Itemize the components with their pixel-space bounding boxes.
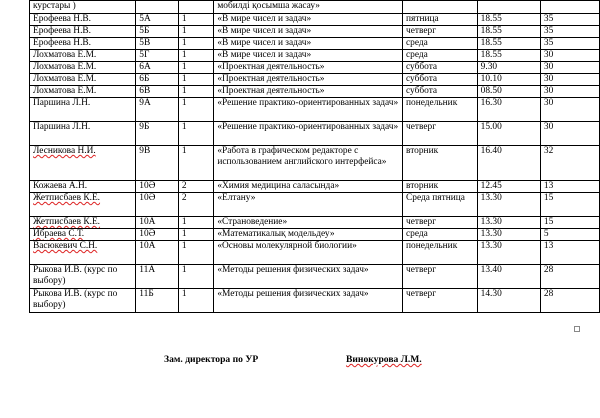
grade-cell: 9А (136, 98, 179, 122)
teacher-cell: Кожаева А.Н. (30, 181, 136, 193)
room-cell: 15 (540, 193, 599, 217)
hours-cell: 1 (178, 50, 213, 62)
hours-cell: 1 (178, 241, 213, 265)
room-cell: 32 (540, 146, 599, 181)
room-cell: 30 (540, 86, 599, 98)
teacher-name-spellcheck: Васюкевич С.Н. (33, 241, 98, 251)
subject-cell: «В мире чисел и задач» (214, 50, 403, 62)
room-cell: 13 (540, 241, 599, 265)
teacher-cell: Рыкова И.В. (курс по выбору) (30, 289, 136, 313)
day-cell: четверг (403, 265, 478, 289)
subject-cell: «Работа в графическом редакторе с использованием английского интерфейса» (214, 146, 403, 181)
time-cell: 08.50 (477, 86, 540, 98)
day-cell: суббота (403, 74, 478, 86)
grade-cell: 11А (136, 265, 179, 289)
subject-cell: «Методы решения физических задач» (214, 265, 403, 289)
subject-cell: «В мире чисел и задач» (214, 26, 403, 38)
time-cell: 16.30 (477, 98, 540, 122)
grade-cell: 5Г (136, 50, 179, 62)
teacher-cell (30, 193, 136, 217)
time-cell: 15.00 (477, 122, 540, 146)
table-row (30, 86, 600, 98)
teacher-name-spellcheck: Жетписбаев К.Е. (33, 217, 101, 227)
grade-cell: 10Ә (136, 229, 179, 241)
table-row (30, 217, 600, 229)
table-resize-handle[interactable] (574, 326, 580, 332)
table-row (30, 181, 600, 193)
hours-cell: 1 (178, 229, 213, 241)
subject-cell: «Основы молекулярной биологии» (214, 241, 403, 265)
teacher-cell: Ерофеева Н.В. (30, 38, 136, 50)
teacher-cell: Лохматова Е.М. (30, 50, 136, 62)
hours-cell: 1 (178, 217, 213, 229)
teacher-cell: Лохматова Е.М. (30, 74, 136, 86)
schedule-table (29, 0, 600, 313)
day-cell: вторник (403, 146, 478, 181)
teacher-cell: Рыкова И.В. (курс по выбору) (30, 265, 136, 289)
table-row (30, 50, 600, 62)
room-cell: 15 (540, 217, 599, 229)
hours-cell: 1 (178, 38, 213, 50)
room-cell: 30 (540, 50, 599, 62)
subject-cell: «Елтану» (214, 193, 403, 217)
subject-cell: «Химия медицина саласында» (214, 181, 403, 193)
grade-cell: 11Б (136, 289, 179, 313)
table-row (30, 26, 600, 38)
day-cell: четверг (403, 122, 478, 146)
day-cell: четверг (403, 26, 478, 38)
room-cell: 5 (540, 229, 599, 241)
hours-cell: 2 (178, 193, 213, 217)
room-cell (540, 1, 599, 14)
time-cell: 10.10 (477, 74, 540, 86)
table-row (30, 1, 600, 14)
table-row (30, 146, 600, 181)
day-cell: понедельник (403, 241, 478, 265)
room-cell: 30 (540, 74, 599, 86)
day-cell: Среда пятница (403, 193, 478, 217)
time-cell: 16.40 (477, 146, 540, 181)
table-row (30, 98, 600, 122)
subject-cell: «Проектная деятельность» (214, 62, 403, 74)
table-row (30, 14, 600, 26)
grade-cell: 10А (136, 217, 179, 229)
teacher-cell: Ерофеева Н.В. (30, 26, 136, 38)
time-cell: 13.30 (477, 193, 540, 217)
day-cell (403, 1, 478, 14)
signer-position: Зам. директора по УР (164, 354, 259, 365)
grade-cell: 5А (136, 14, 179, 26)
day-cell: суббота (403, 86, 478, 98)
teacher-cell: Паршина Л.Н. (30, 98, 136, 122)
subject-cell: «В мире чисел и задач» (214, 14, 403, 26)
grade-cell: 10А (136, 241, 179, 265)
room-cell: 30 (540, 98, 599, 122)
subject-cell: «Проектная деятельность» (214, 74, 403, 86)
hours-cell: 1 (178, 86, 213, 98)
table-row (30, 62, 600, 74)
teacher-name-spellcheck: Жетписбаев К.Е. (33, 193, 101, 203)
hours-cell (178, 1, 213, 14)
grade-cell: 5Б (136, 26, 179, 38)
teacher-cell: Лохматова Е.М. (30, 86, 136, 98)
day-cell: среда (403, 229, 478, 241)
room-cell: 30 (540, 122, 599, 146)
teacher-cell: курстары ) (30, 1, 136, 14)
teacher-cell (30, 241, 136, 265)
grade-cell: 9Б (136, 122, 179, 146)
day-cell: суббота (403, 62, 478, 74)
time-cell: 13.30 (477, 217, 540, 229)
table-row (30, 193, 600, 217)
teacher-cell: Лохматова Е.М. (30, 62, 136, 74)
hours-cell: 1 (178, 146, 213, 181)
day-cell: вторник (403, 181, 478, 193)
table-row (30, 289, 600, 313)
room-cell: 28 (540, 265, 599, 289)
day-cell: понедельник (403, 98, 478, 122)
hours-cell: 1 (178, 98, 213, 122)
room-cell: 13 (540, 181, 599, 193)
schedule-table-body (30, 1, 600, 313)
room-cell: 35 (540, 14, 599, 26)
time-cell: 18.55 (477, 26, 540, 38)
teacher-cell: Ерофеева Н.В. (30, 14, 136, 26)
time-cell: 13.30 (477, 241, 540, 265)
hours-cell: 1 (178, 265, 213, 289)
table-row (30, 122, 600, 146)
grade-cell: 10Ә (136, 193, 179, 217)
subject-cell: «Математикалық модельдеу» (214, 229, 403, 241)
day-cell: среда (403, 50, 478, 62)
day-cell: четверг (403, 289, 478, 313)
subject-cell: «Страноведение» (214, 217, 403, 229)
hours-cell: 1 (178, 62, 213, 74)
signer-name-text: Винокурова Л.М. (346, 354, 422, 365)
subject-cell: «Методы решения физических задач» (214, 289, 403, 313)
grade-cell: 5В (136, 38, 179, 50)
hours-cell: 2 (178, 181, 213, 193)
day-cell: среда (403, 38, 478, 50)
time-cell (477, 1, 540, 14)
table-row (30, 241, 600, 265)
grade-cell: 6А (136, 62, 179, 74)
teacher-cell (30, 217, 136, 229)
grade-cell: 6В (136, 86, 179, 98)
hours-cell: 1 (178, 26, 213, 38)
hours-cell: 1 (178, 289, 213, 313)
time-cell: 18.55 (477, 38, 540, 50)
day-cell: четверг (403, 217, 478, 229)
hours-cell: 1 (178, 74, 213, 86)
hours-cell: 1 (178, 14, 213, 26)
room-cell: 28 (540, 289, 599, 313)
grade-cell: 6Б (136, 74, 179, 86)
grade-cell: 9В (136, 146, 179, 181)
teacher-name-spellcheck: Лесникова Н.И. (33, 146, 96, 156)
time-cell: 18.55 (477, 50, 540, 62)
subject-cell: мобилді қосымша жасау» (214, 1, 403, 14)
hours-cell: 1 (178, 122, 213, 146)
teacher-cell (30, 229, 136, 241)
time-cell: 14.30 (477, 289, 540, 313)
time-cell: 12.45 (477, 181, 540, 193)
subject-cell: «Решение практико-ориентированных задач» (214, 122, 403, 146)
table-row (30, 229, 600, 241)
teacher-name-spellcheck: Ибраева С.Т. (33, 229, 85, 239)
table-row (30, 74, 600, 86)
grade-cell (136, 1, 179, 14)
grade-cell: 10Ә (136, 181, 179, 193)
time-cell: 18.55 (477, 14, 540, 26)
subject-cell: «Решение практико-ориентированных задач» (214, 98, 403, 122)
time-cell: 13.40 (477, 265, 540, 289)
room-cell: 35 (540, 26, 599, 38)
time-cell: 9.30 (477, 62, 540, 74)
room-cell: 35 (540, 38, 599, 50)
subject-cell: «Проектная деятельность» (214, 86, 403, 98)
teacher-cell: Паршина Л.Н. (30, 122, 136, 146)
room-cell: 30 (540, 62, 599, 74)
table-row (30, 38, 600, 50)
table-row (30, 265, 600, 289)
subject-cell: «В мире чисел и задач» (214, 38, 403, 50)
time-cell: 13.30 (477, 229, 540, 241)
teacher-cell (30, 146, 136, 181)
day-cell: пятница (403, 14, 478, 26)
